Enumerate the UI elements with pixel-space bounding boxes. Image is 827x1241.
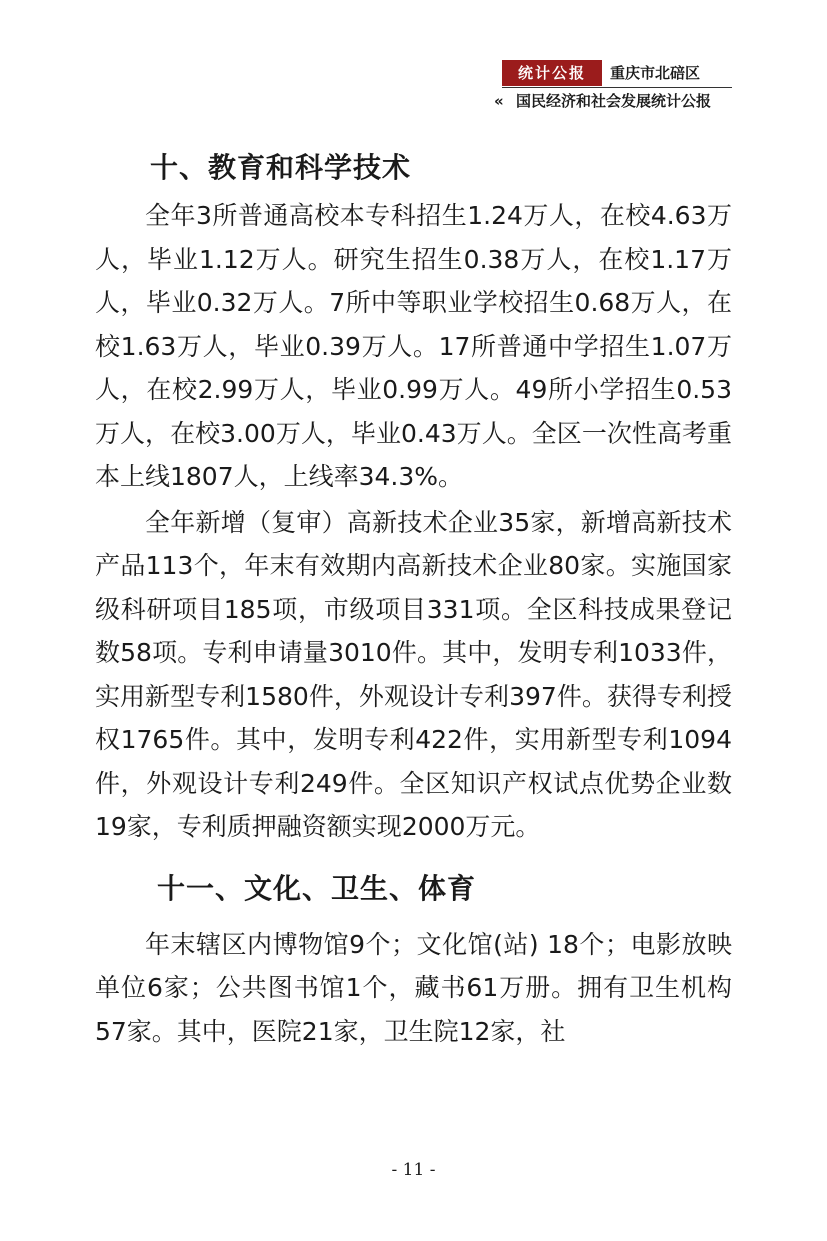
paragraph-technology: 全年新增（复审）高新技术企业35家，新增高新技术产品113个，年末有效期内高新技术企业80家。实施国家级科研项目185项，市级项目331项。全区科技成果登记数58项。专利申请量3010件。其中，发明专利1033件，实用新型专利1580件，外观设计专利397件。获得专利授权1765件。其中，发明专利422件，实用新型专利1094件，外观设计专利249件。全区知识产权试点优势企业数19家，专利质押融资额实现2000万元。 [95, 507, 732, 841]
bulletin-subtitle: 国民经济和社会发展统计公报 [516, 92, 712, 110]
paragraph-education: 全年3所普通高校本专科招生1.24万人，在校4.63万人，毕业1.12万人。研究生招生0.38万人，在校1.17万人，毕业0.32万人。7所中等职业学校招生0.68万人，在校1.63万人，毕业0.39万人。17所普通中学招生1.07万人，在校2.99万人，毕业0.99万人。49所小学招生0.53万人，在校3.00万人，毕业0.43万人。全区一次性高考重本上线1807人，上线率34.3%。 [95, 201, 732, 491]
page-number: - 11 - [391, 1160, 436, 1180]
double-chevron-left-icon: « [494, 92, 501, 110]
document-body [95, 142, 732, 1055]
bulletin-badge: 统计公报 [502, 60, 602, 86]
paragraph-culture: 年末辖区内博物馆9个；文化馆(站) 18个；电影放映单位6家；公共图书馆1个，藏书61万册。拥有卫生机构57家。其中，医院21家，卫生院12家，社 [95, 929, 732, 1046]
section-heading-education: 十、教育和科学技术 [150, 151, 412, 184]
header-divider [502, 87, 732, 88]
region-name: 重庆市北碚区 [610, 64, 701, 82]
section-heading-culture: 十一、文化、卫生、体育 [157, 871, 477, 905]
page-header [494, 60, 732, 112]
